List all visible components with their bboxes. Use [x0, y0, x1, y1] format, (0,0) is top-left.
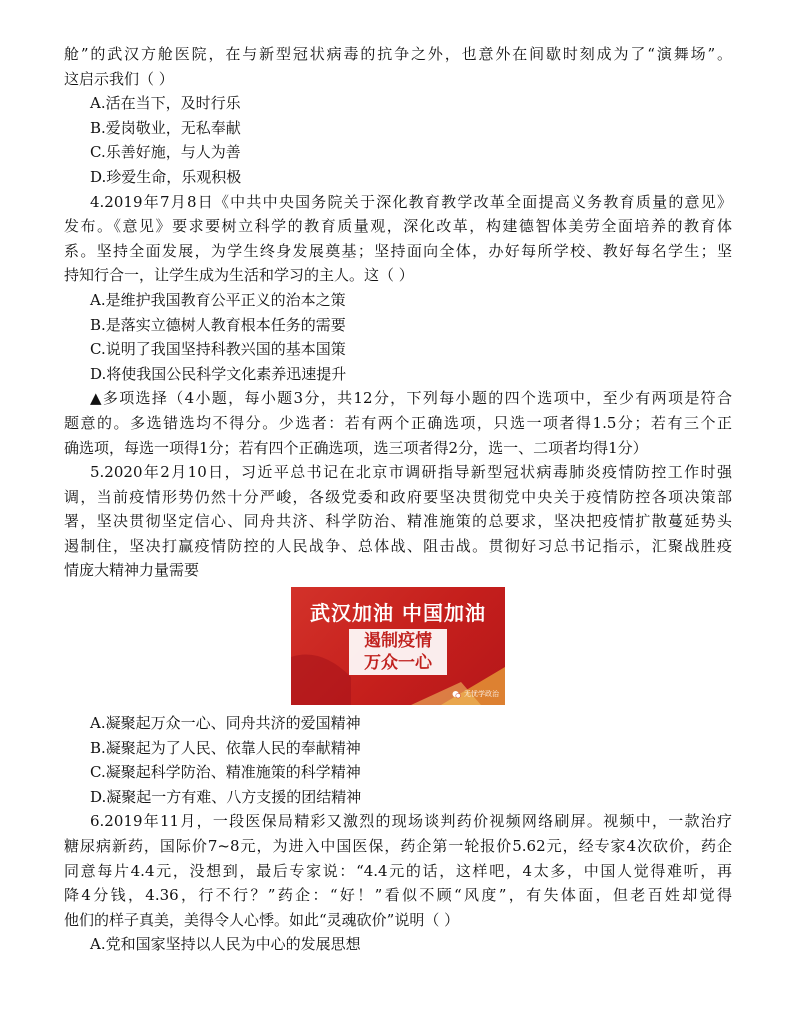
option-d: D.珍爱生命，乐观积极 [90, 167, 242, 186]
text-line: 署，坚决贯彻坚定信心、同舟共济、科学防治、精准施策的总要求，坚决把疫情扩散蔓延势头 [64, 512, 732, 531]
text-line: 降4分钱，4.36，行不行？”药企：“好！”看似不顾“风度”，有失体面，但老百姓却觉得 [64, 886, 732, 905]
option-a: A.凝聚起万众一心、同舟共济的爱国精神 [90, 714, 361, 733]
text-line: 题意的。多选错选均不得分。少选者：若有两个正确选项，只选一项者得1.5分；若有三个正 [64, 413, 732, 432]
banner-slogan-line: 万众一心 [364, 653, 432, 674]
question-6-text: 6.2019年11月，一段医保局精彩又激烈的现场谈判药价视频网络刷屏。视频中，一款治疗 [90, 812, 732, 831]
text-line: 他们的样子真美，美得令人心悸。如此“灵魂砍价”说明（ ） [64, 910, 460, 929]
banner-slogan-line: 遏制疫情 [364, 631, 432, 652]
text-line: 系。坚持全面发展，为学生终身发展奠基；坚持面向全体，办好每所学校、教好每名学生；坚 [64, 241, 732, 260]
option-a: A.党和国家坚持以人民为中心的发展思想 [90, 935, 361, 954]
text-line: 遏制住，坚决打赢疫情防控的人民战争、总体战、阻击战。贯彻好习总书记指示，汇聚战胜疫 [64, 536, 732, 555]
option-b: B.爱岗敬业，无私奉献 [90, 118, 241, 137]
text-line: 糖尿病新药，国际价7~8元，为进入中国医保，药企第一轮报价5.62元，经专家4次砍价，药企 [64, 837, 732, 856]
text-line: 情庞大精神力量需要 [64, 561, 200, 580]
option-c: C.说明了我国坚持科教兴国的基本国策 [90, 340, 346, 359]
text-line: 调，当前疫情形势仍然十分严峻，各级党委和政府要坚决贯彻党中央关于疫情防控各项决策部 [64, 487, 732, 506]
text-line: 发布。《意见》要求要树立科学的教育质量观，深化改革，构建德智体美劳全面培养的教育体 [64, 217, 732, 236]
watermark-text: 无忧学政治 [464, 690, 499, 699]
option-a: A.活在当下，及时行乐 [90, 94, 241, 113]
option-c: C.乐善好施，与人为善 [90, 143, 241, 162]
section-instructions: ▲多项选择（4小题，每小题3分，共12分，下列每小题的四个选项中，至少有两项是符合 [90, 389, 732, 408]
text-line: 这启示我们（ ） [64, 69, 174, 88]
option-b: B.是落实立德树人教育根本任务的需要 [90, 315, 346, 334]
option-d: D.凝聚起一方有难、八方支援的团结精神 [90, 787, 362, 806]
text-line: 舱”的武汉方舱医院，在与新型冠状病毒的抗争之外，也意外在间歇时刻成为了“演舞场”。 [64, 45, 732, 63]
question-4-text: 4.2019年7月8日《中共中央国务院关于深化教育教学改革全面提高义务教育质量的意见》 [90, 192, 732, 211]
banner-watermark [452, 689, 499, 699]
wechat-icon [452, 690, 461, 699]
campaign-banner-image [291, 587, 505, 705]
option-b: B.凝聚起为了人民、依靠人民的奉献精神 [90, 738, 361, 757]
banner-title: 武汉加油 中国加油 [310, 601, 486, 626]
option-c: C.凝聚起科学防治、精准施策的科学精神 [90, 763, 361, 782]
option-a: A.是维护我国教育公平正义的治本之策 [90, 290, 346, 309]
text-line: 持知行合一，让学生成为生活和学习的主人。这（ ） [64, 266, 414, 285]
question-5-text: 5.2020年2月10日，习近平总书记在北京市调研指导新型冠状病毒肺炎疫情防控工作时强 [90, 463, 732, 482]
document-page [64, 42, 732, 957]
text-line: 确选项，每选一项得1分；若有四个正确选项，选三项者得2分，选一、二项者均得1分） [64, 438, 648, 457]
banner-slogan-box [349, 629, 447, 675]
text-line: 同意每片4.4元，没想到，最后专家说：“4.4元的话，这样吧，4太多，中国人觉得难听，再 [64, 861, 732, 880]
option-d: D.将使我国公民科学文化素养迅速提升 [90, 364, 347, 383]
